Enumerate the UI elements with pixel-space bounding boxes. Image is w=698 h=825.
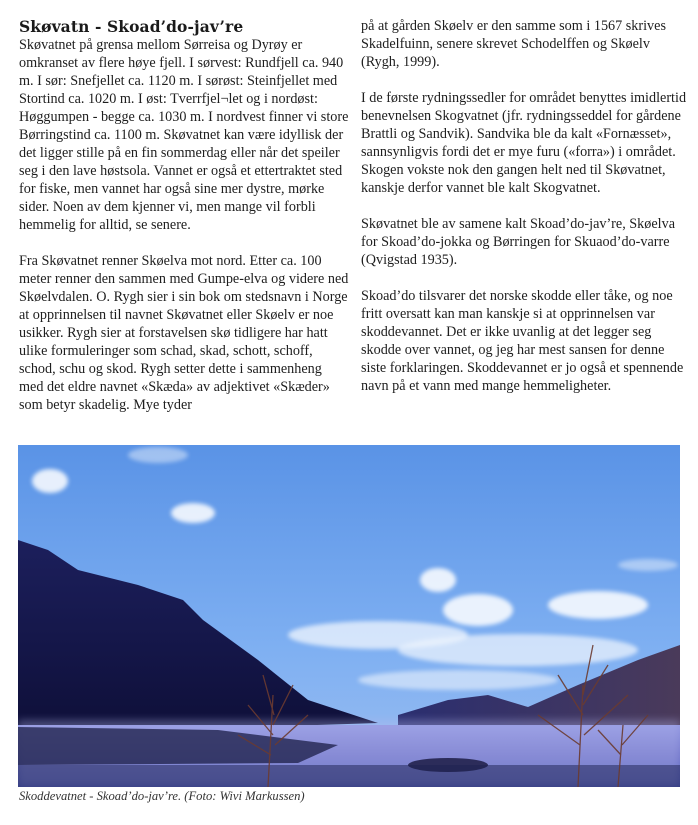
photo-illustration (18, 445, 680, 787)
lake-landscape-photo (18, 445, 680, 787)
photo-caption: Skoddevatnet - Skoad’do-jav’re. (Foto: Wivi Markussen) (19, 789, 305, 803)
water-reflection (18, 765, 680, 787)
paragraph: Skøvatnet på grensa mellom Sørreisa og Dyrøy er omkranset av flere høye fjell. I sørvest: Rundfjell ca. 940 m. I sør: Snefjellet ca. 1120 m. I sørøst: Steinfjellet med Stortind ca. 1020 m. I øst: Tverrfjel¬let og i nordøst: Høggumpen - begge ca. 1030 m. I nordvest finner vi store Børringstind ca. 1100 m. Skøvatnet kan være idyllisk der det ligger stille på en fin sommerdag eller når det speiler seg i den lave høstsola. Vannet er også et ettertraktet sted for fiske, men vannet har også sine mer dystre, mørke sider. Noen av dem kjenner vi, men mange vil forbli hemmelig for alltid, se senere. (19, 37, 349, 233)
paragraph: I de første rydningssedler for området benyttes imidlertid benevnelsen Skogvatnet (jfr. rydningsseddel for gårdene Brattli og Sandvik). Sandvika ble da kalt «Fornæsset», sannsynligvis fordi det er mye furu («forra») i området. Skogen vokste nok den gangen helt ned til Skøvatnet, kanskje derfor vannet ble kalt Skogvatnet. (361, 90, 687, 196)
paragraph: Skoad’do tilsvarer det norske skodde eller tåke, og noe fritt oversatt kan man kanskje si at opprinnelsen var skoddevannet. Det er ikke uvanlig at det legger seg skodde over vannet, og jeg har mest sansen for denne siste forklaringen. Skoddevannet er jo også et spennende navn på et vann med mange hemmeligheter. (361, 288, 684, 394)
right-column (361, 17, 691, 395)
paragraph: på at gården Skøelv er den samme som i 1567 skrives Skadelfuinn, senere skrevet Schodelffen og Skøelv (Rygh, 1999). (361, 18, 666, 70)
paragraph: Fra Skøvatnet renner Skøelva mot nord. Etter ca. 100 meter renner den sammen med Gumpe-elva og videre ned Skøelvdalen. O. Rygh sier i sin bok om stedsnavn i Norge at opprinnelsen til navnet Skøvatnet eller Skøelv er noe usikker. Rygh sier at forstavelsen skø tidligere har hatt ulike formuleringer som schad, skad, schott, schoff, schod, schu og skod. Rygh setter dette i sammenheng med det eldre navnet «Skæda» av adjektivet «Skæder» som betyr skadelig. Mye tyder (19, 253, 349, 413)
article-heading: Skøvatn - Skoad’do-jav’re (19, 17, 244, 36)
left-column (19, 17, 349, 414)
paragraph: Skøvatnet ble av samene kalt Skoad’do-jav’re, Skøelva for Skoad’do-jokka og Børringen for Skuaod’do-varre (Qvigstad 1935). (361, 216, 676, 268)
